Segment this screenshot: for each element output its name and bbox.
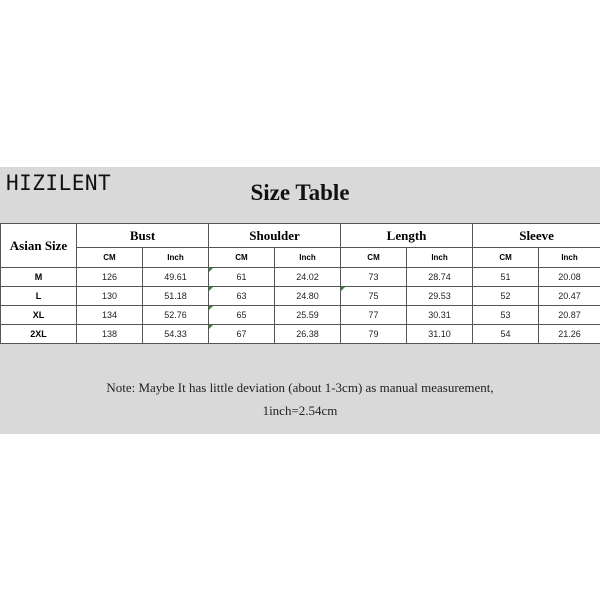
table-cell: 20.47 xyxy=(539,287,600,306)
column-group-shoulder: Shoulder xyxy=(209,224,341,248)
row-header-asian-size: Asian Size xyxy=(1,224,77,268)
unit-header: CM xyxy=(473,248,539,268)
table-cell: 29.53 xyxy=(407,287,473,306)
table-cell: 25.59 xyxy=(275,306,341,325)
table-row xyxy=(1,306,600,325)
brand-logo: HIZILENT xyxy=(6,171,112,195)
table-cell: 54 xyxy=(473,325,539,344)
size-table xyxy=(0,223,600,344)
table-cell: 21.26 xyxy=(539,325,600,344)
table-cell: 49.61 xyxy=(143,268,209,287)
table-cell: 63 xyxy=(209,287,275,306)
size-label: 2XL xyxy=(1,325,77,344)
unit-header: CM xyxy=(77,248,143,268)
unit-header: Inch xyxy=(539,248,600,268)
unit-header: CM xyxy=(209,248,275,268)
unit-header: Inch xyxy=(407,248,473,268)
table-row xyxy=(1,325,600,344)
table-cell: 79 xyxy=(341,325,407,344)
table-cell: 73 xyxy=(341,268,407,287)
unit-header: Inch xyxy=(143,248,209,268)
table-cell: 24.80 xyxy=(275,287,341,306)
table-cell: 130 xyxy=(77,287,143,306)
note-line: 1inch=2.54cm xyxy=(262,403,338,418)
table-cell: 24.02 xyxy=(275,268,341,287)
table-cell: 134 xyxy=(77,306,143,325)
table-row xyxy=(1,287,600,306)
column-group-bust: Bust xyxy=(77,224,209,248)
size-label: M xyxy=(1,268,77,287)
page-title: Size Table xyxy=(250,180,350,205)
unit-header: Inch xyxy=(275,248,341,268)
measurement-note xyxy=(0,376,600,422)
table-cell: 30.31 xyxy=(407,306,473,325)
table-cell: 52 xyxy=(473,287,539,306)
table-cell: 75 xyxy=(341,287,407,306)
table-cell: 53 xyxy=(473,306,539,325)
table-cell: 61 xyxy=(209,268,275,287)
table-row xyxy=(1,268,600,287)
column-group-sleeve: Sleeve xyxy=(473,224,600,248)
table-cell: 20.87 xyxy=(539,306,600,325)
size-label: L xyxy=(1,287,77,306)
table-cell: 126 xyxy=(77,268,143,287)
table-cell: 54.33 xyxy=(143,325,209,344)
table-cell: 52.76 xyxy=(143,306,209,325)
table-cell: 138 xyxy=(77,325,143,344)
table-cell: 67 xyxy=(209,325,275,344)
table-cell: 51.18 xyxy=(143,287,209,306)
table-cell: 65 xyxy=(209,306,275,325)
table-cell: 77 xyxy=(341,306,407,325)
note-line: Note: Maybe It has little deviation (about 1-3cm) as manual measurement, xyxy=(106,380,494,395)
table-cell: 51 xyxy=(473,268,539,287)
unit-header: CM xyxy=(341,248,407,268)
size-label: XL xyxy=(1,306,77,325)
table-cell: 26.38 xyxy=(275,325,341,344)
table-cell: 28.74 xyxy=(407,268,473,287)
table-cell: 20.08 xyxy=(539,268,600,287)
column-group-length: Length xyxy=(341,224,473,248)
table-cell: 31.10 xyxy=(407,325,473,344)
